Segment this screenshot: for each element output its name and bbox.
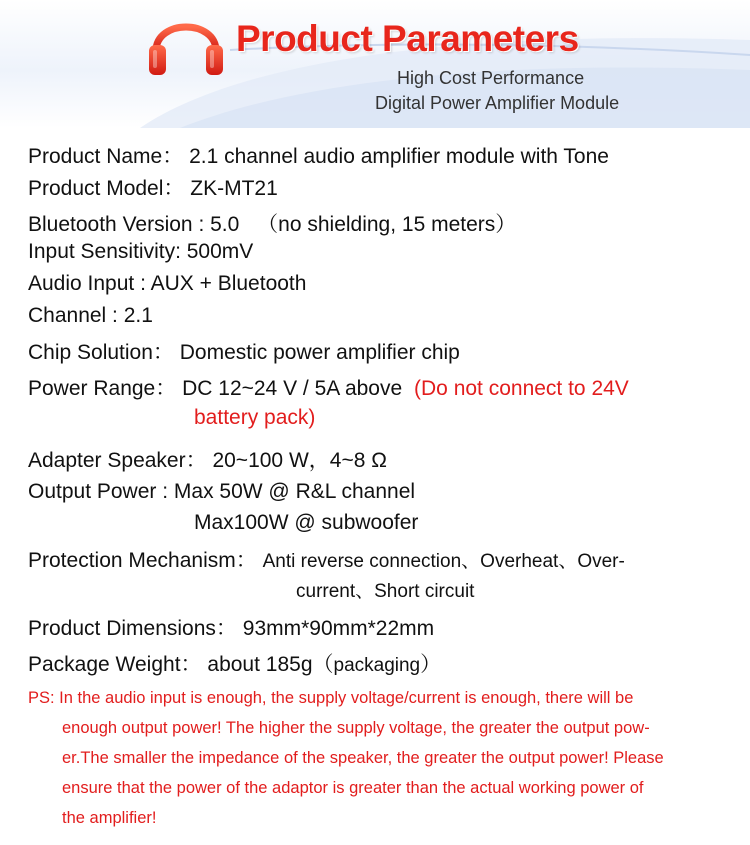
- spec-value-note: packaging: [333, 655, 421, 676]
- spec-input-sensitivity: [28, 240, 253, 264]
- spec-dimensions: [28, 612, 434, 642]
- subtitle-line-2: Digital Power Amplifier Module: [375, 93, 620, 113]
- spec-value: Domestic power amplifier chip: [179, 341, 460, 364]
- spec-label: Product Name：: [28, 145, 184, 168]
- spec-value: Anti reverse connection、Overheat、Over-: [262, 551, 625, 572]
- spec-value: （no shielding, 15 meters）: [257, 213, 517, 236]
- ps-note-line-2: enough output power! The higher the supply voltage, the greater the output pow-: [62, 719, 650, 737]
- page-title: Product Parameters: [236, 18, 579, 59]
- ps-note-line-4: ensure that the power of the adaptor is greater than the actual working power of: [62, 779, 644, 797]
- spec-value-end: ）: [420, 653, 442, 676]
- spec-label: Input Sensitivity: 500mV: [28, 240, 254, 263]
- spec-protection: [28, 544, 625, 574]
- spec-label: Channel : 2.1: [28, 304, 153, 327]
- headphones-icon: [146, 5, 226, 79]
- spec-product-name: [28, 140, 609, 170]
- spec-output-power: [28, 480, 415, 504]
- spec-audio-input: [28, 272, 306, 296]
- spec-value: DC 12~24 V / 5A above: [182, 377, 403, 400]
- spec-package-weight: [28, 648, 441, 678]
- ps-note-line-3: er.The smaller the impedance of the speaker, the greater the output power! Please: [62, 749, 664, 767]
- ps-note-line-5: the amplifier!: [62, 809, 157, 827]
- spec-value: 2.1 channel audio amplifier module with Tone: [189, 145, 609, 168]
- power-warning: (Do not connect to 24V: [414, 377, 629, 400]
- spec-adapter-speaker: [28, 444, 387, 474]
- spec-label: Product Dimensions：: [28, 617, 237, 640]
- spec-label: Output Power : Max 50W @ R&L channel: [28, 480, 416, 503]
- spec-protection-line-2: current、Short circuit: [296, 581, 475, 602]
- spec-label: Chip Solution：: [28, 341, 174, 364]
- power-warning-line-2: battery pack): [194, 406, 316, 429]
- spec-bluetooth-version: [28, 208, 516, 238]
- spec-power-range: [28, 372, 629, 402]
- spec-label: Audio Input : AUX + Bluetooth: [28, 272, 307, 295]
- spec-output-power-line-2: Max100W @ subwoofer: [194, 511, 419, 534]
- subtitle-line-1: High Cost Performance: [397, 68, 585, 88]
- spec-channel: [28, 304, 153, 328]
- ps-note-line-1: PS: In the audio input is enough, the supply voltage/current is enough, there will be: [28, 689, 634, 707]
- spec-label: Product Model：: [28, 177, 185, 200]
- spec-label: Adapter Speaker：: [28, 449, 207, 472]
- spec-value: ZK-MT21: [190, 177, 278, 200]
- spec-product-model: [28, 172, 278, 202]
- spec-value: 93mm*90mm*22mm: [242, 617, 435, 640]
- spec-label: Package Weight：: [28, 653, 202, 676]
- header-banner: [0, 0, 750, 128]
- spec-value: about 185g（: [207, 653, 334, 676]
- spec-label: Power Range：: [28, 377, 177, 400]
- spec-value: 20~100 W，4~8 Ω: [212, 449, 387, 472]
- spec-label: Bluetooth Version : 5.0: [28, 213, 240, 236]
- spec-label: Protection Mechanism：: [28, 549, 257, 572]
- spec-chip-solution: [28, 336, 460, 366]
